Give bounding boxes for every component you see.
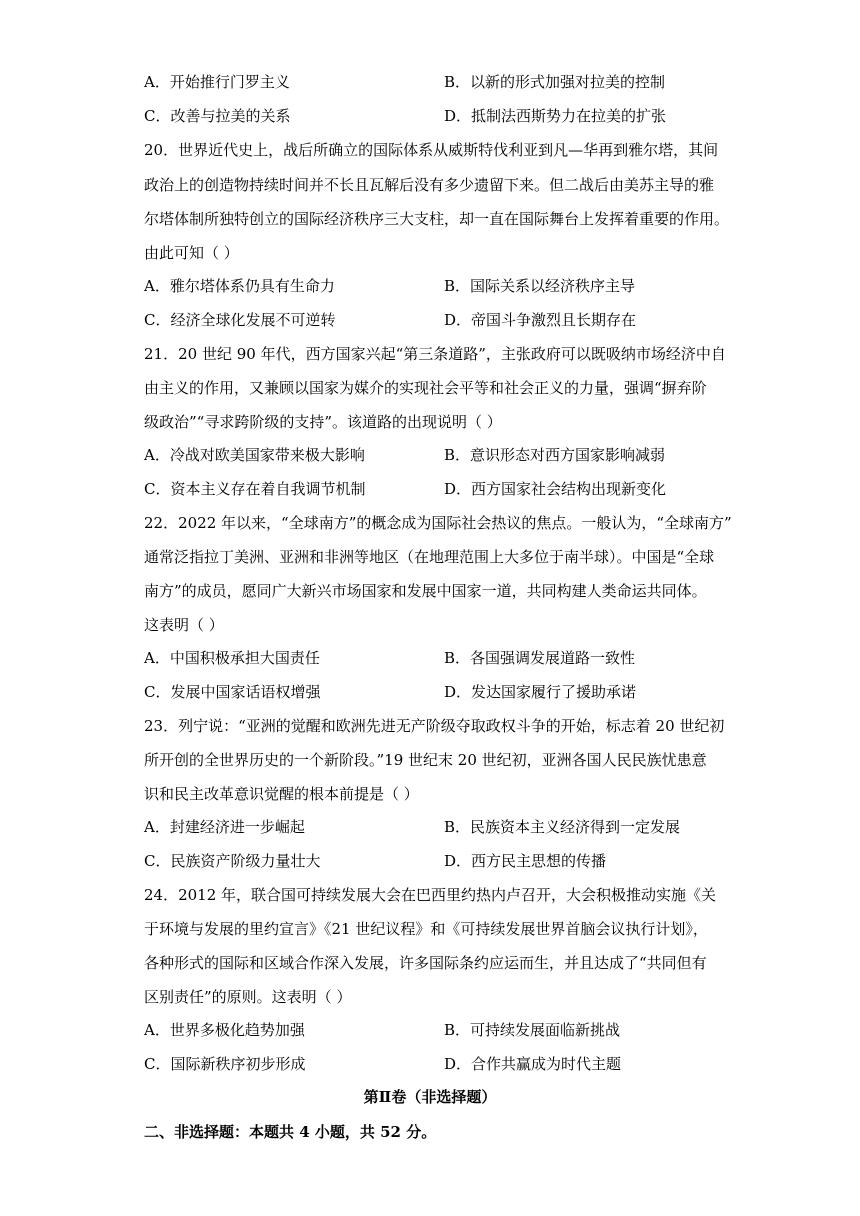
q22-option-b: B．各国强调发展道路一致性 — [444, 649, 636, 667]
q22-option-a: A．中国积极承担大国责任 — [144, 649, 320, 667]
q24-stem-line: 24．2012 年，联合国可持续发展大会在巴西里约热内卢召开，大会积极推动实施《关 — [144, 886, 717, 904]
q22-stem-line: 通常泛指拉丁美洲、亚洲和非洲等地区（在地理范围上大多位于南半球）。中国是“全球 — [144, 548, 715, 566]
q22-option-c: C．发展中国家话语权增强 — [144, 683, 321, 701]
q22-stem-line: 22．2022 年以来，“全球南方”的概念成为国际社会热议的焦点。一般认为，“全球南方” — [144, 514, 732, 532]
q20-option-b: B．国际关系以经济秩序主导 — [444, 277, 636, 295]
q21-option-c: C．资本主义存在着自我调节机制 — [144, 480, 366, 498]
q23-stem-line: 所开创的全世界历史的一个新阶段。”19 世纪末 20 世纪初，亚洲各国人民民族忧患意 — [144, 751, 707, 769]
q19-option-d: D．抵制法西斯势力在拉美的扩张 — [444, 107, 667, 125]
q21-stem-line: 由主义的作用，又兼顾以国家为媒介的实现社会平等和社会正义的力量，强调“摒弃阶 — [144, 379, 707, 397]
q22-stem-line: 南方”的成员，愿同广大新兴市场国家和发展中国家一道，共同构建人类命运共同体。 — [144, 582, 707, 600]
q21-option-b: B．意识形态对西方国家影响减弱 — [444, 446, 666, 464]
q20-stem-line: 由此可知（ ） — [144, 244, 239, 262]
q21-stem-line: 级政治”“寻求跨阶级的支持”。该道路的出现说明（ ） — [144, 413, 502, 431]
q23-option-a: A．封建经济进一步崛起 — [144, 818, 305, 836]
q20-option-d: D．帝国斗争激烈且长期存在 — [444, 311, 637, 329]
part2-title: 第Ⅱ卷（非选择题） — [363, 1088, 497, 1106]
q22-option-d: D．发达国家履行了援助承诺 — [444, 683, 637, 701]
q20-option-a: A．雅尔塔体系仍具有生命力 — [144, 277, 335, 295]
q24-option-b: B．可持续发展面临新挑战 — [444, 1021, 621, 1039]
q23-option-c: C．民族资产阶级力量壮大 — [144, 852, 321, 870]
q19-option-c: C．改善与拉美的关系 — [144, 107, 291, 125]
q24-stem-line: 区别责任”的原则。这表明（ ） — [144, 988, 352, 1006]
q20-stem-line: 尔塔体制所独特创立的国际经济秩序三大支柱，却一直在国际舞台上发挥着重要的作用。 — [144, 210, 730, 228]
q21-option-d: D．西方国家社会结构出现新变化 — [444, 480, 667, 498]
q23-stem-line: 23．列宁说：“亚洲的觉醒和欧洲先进无产阶级夺取政权斗争的开始，标志着 20 世纪初 — [144, 717, 725, 735]
q24-option-d: D．合作共赢成为时代主题 — [444, 1055, 622, 1073]
q20-stem-line: 政治上的创造物持续时间并不长且瓦解后没有多少遗留下来。但二战后由美苏主导的雅 — [144, 176, 715, 194]
q19-option-b: B．以新的形式加强对拉美的控制 — [444, 73, 666, 91]
q21-stem-line: 21．20 世纪 90 年代，西方国家兴起“第三条道路”，主张政府可以既吸纳市场经济中自 — [144, 345, 726, 363]
q22-stem-line: 这表明（ ） — [144, 616, 224, 634]
q20-stem-line: 20．世界近代史上，战后所确立的国际体系从威斯特伐利亚到凡—华再到雅尔塔，其间 — [144, 141, 719, 159]
q23-option-d: D．西方民主思想的传播 — [444, 852, 607, 870]
part2-heading: 二、非选择题：本题共 4 小题，共 52 分。 — [144, 1123, 437, 1141]
q24-stem-line: 于环境与发展的里约宣言》《21 世纪议程》和《可持续发展世界首脑会议执行计划》， — [144, 920, 708, 938]
q21-option-a: A．冷战对欧美国家带来极大影响 — [144, 446, 365, 464]
q24-option-a: A．世界多极化趋势加强 — [144, 1021, 305, 1039]
q23-option-b: B．民族资本主义经济得到一定发展 — [444, 818, 681, 836]
q24-stem-line: 各种形式的国际和区域合作深入发展，许多国际条约应运而生，并且达成了“共同但有 — [144, 954, 707, 972]
q20-option-c: C．经济全球化发展不可逆转 — [144, 311, 336, 329]
q23-stem-line: 识和民主改革意识觉醒的根本前提是（ ） — [144, 785, 419, 803]
q19-option-a: A．开始推行门罗主义 — [144, 73, 290, 91]
q24-option-c: C．国际新秩序初步形成 — [144, 1055, 306, 1073]
